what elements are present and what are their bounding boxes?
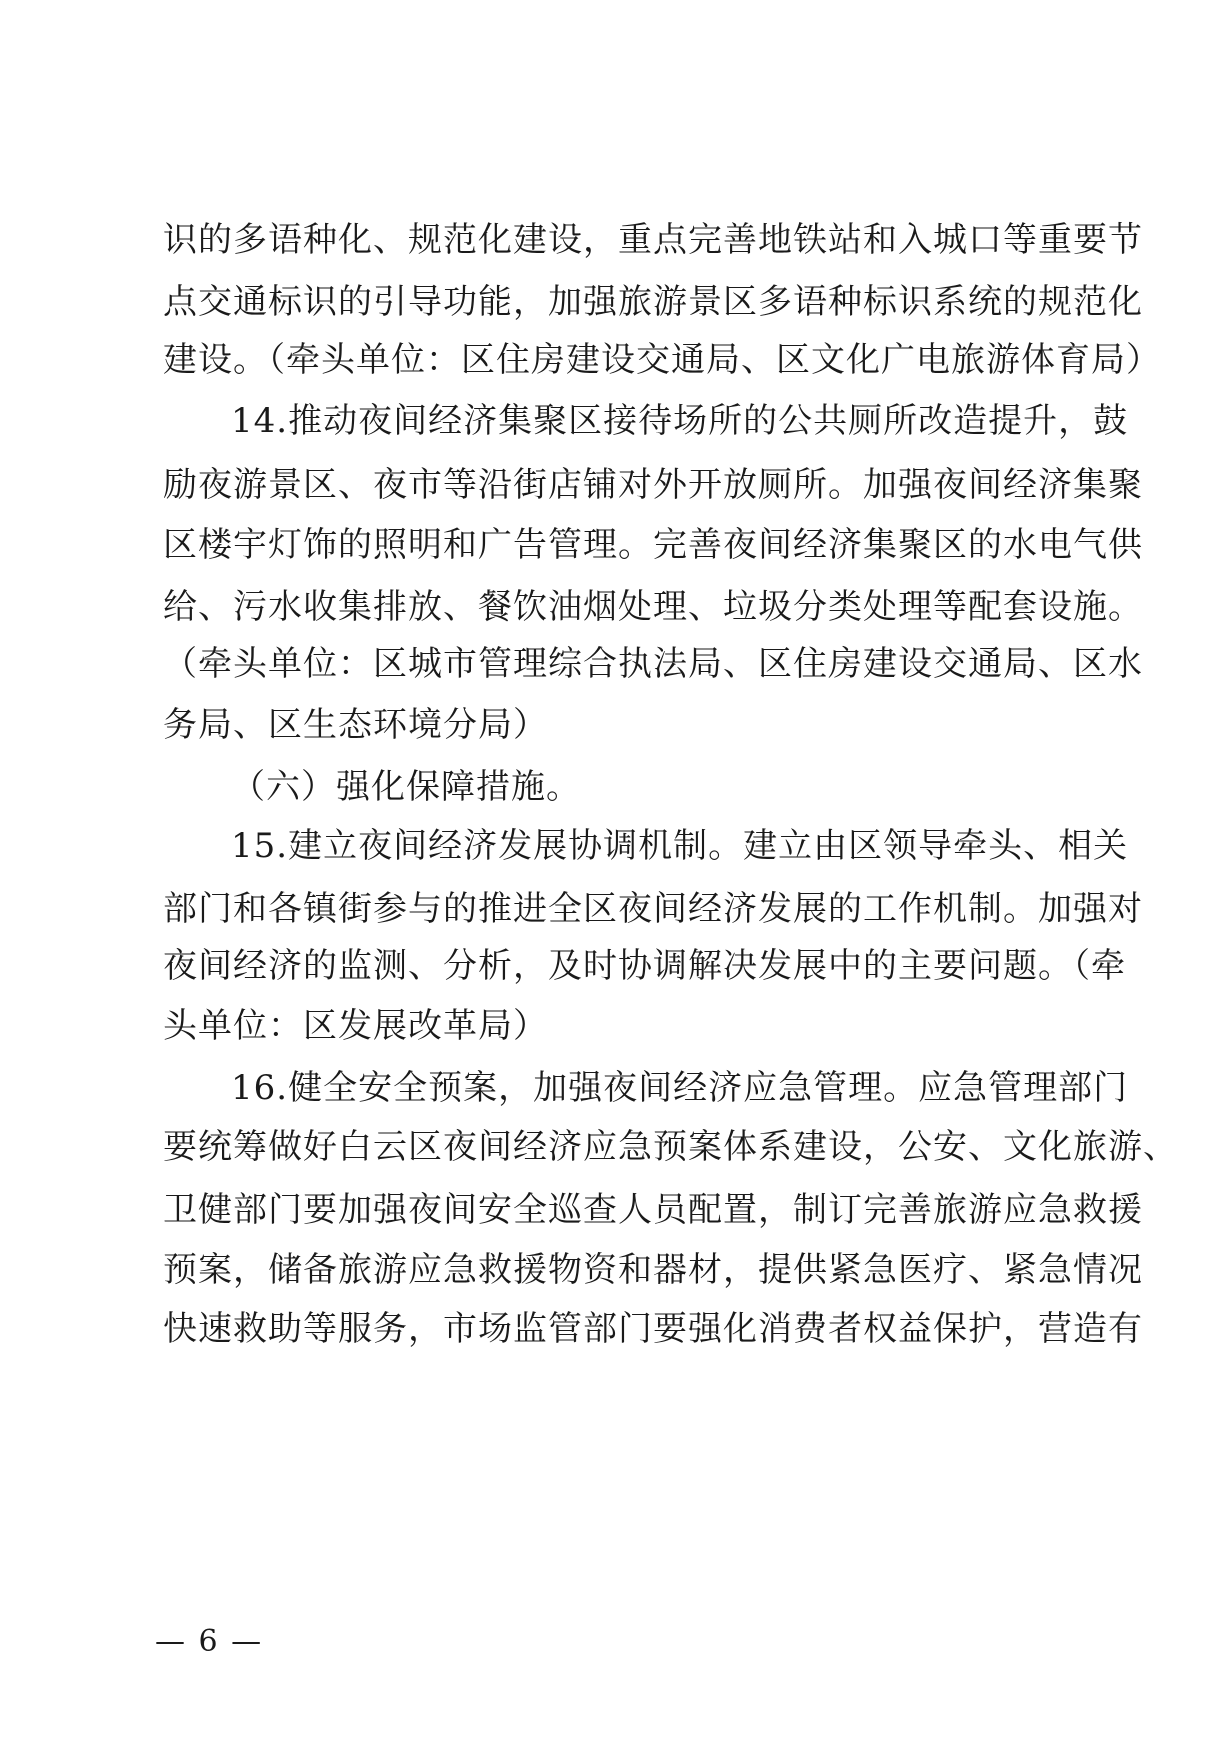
body-text-line: 建设。（牵头单位：区住房建设交通局、区文化广电旅游体育局） bbox=[163, 340, 1161, 380]
body-text-line: 夜间经济的监测、分析，及时协调解决发展中的主要问题。（牵 bbox=[163, 946, 1126, 986]
item-15-heading-line: 15.建立夜间经济发展协调机制。建立由区领导牵头、相关 bbox=[231, 826, 1129, 866]
body-text-line: 励夜游景区、夜市等沿街店铺对外开放厕所。加强夜间经济集聚 bbox=[163, 465, 1143, 505]
item-14-heading-line: 14.推动夜间经济集聚区接待场所的公共厕所改造提升，鼓 bbox=[231, 401, 1129, 441]
page-number: — 6 — bbox=[155, 1624, 264, 1659]
body-text-line: 要统筹做好白云区夜间经济应急预案体系建设，公安、文化旅游、 bbox=[163, 1127, 1178, 1167]
body-text-line: 务局、区生态环境分局） bbox=[163, 705, 548, 745]
section-heading: （六）强化保障措施。 bbox=[231, 767, 581, 807]
body-text-line: 快速救助等服务，市场监管部门要强化消费者权益保护，营造有 bbox=[163, 1309, 1143, 1349]
body-text-line: 卫健部门要加强夜间安全巡查人员配置，制订完善旅游应急救援 bbox=[163, 1190, 1143, 1230]
body-text-line: 头单位：区发展改革局） bbox=[163, 1006, 548, 1046]
body-text-line: 识的多语种化、规范化建设，重点完善地铁站和入城口等重要节 bbox=[163, 220, 1143, 260]
item-16-heading-line: 16.健全安全预案，加强夜间经济应急管理。应急管理部门 bbox=[231, 1068, 1129, 1108]
body-text-line: 部门和各镇街参与的推进全区夜间经济发展的工作机制。加强对 bbox=[163, 889, 1143, 929]
body-text-line: （牵头单位：区城市管理综合执法局、区住房建设交通局、区水 bbox=[163, 644, 1143, 684]
body-text-line: 预案，储备旅游应急救援物资和器材，提供紧急医疗、紧急情况 bbox=[163, 1250, 1143, 1290]
body-text-line: 给、污水收集排放、餐饮油烟处理、垃圾分类处理等配套设施。 bbox=[163, 587, 1143, 627]
body-text-line: 区楼宇灯饰的照明和广告管理。完善夜间经济集聚区的水电气供 bbox=[163, 525, 1143, 565]
body-text-line: 点交通标识的引导功能，加强旅游景区多语种标识系统的规范化 bbox=[163, 282, 1143, 322]
